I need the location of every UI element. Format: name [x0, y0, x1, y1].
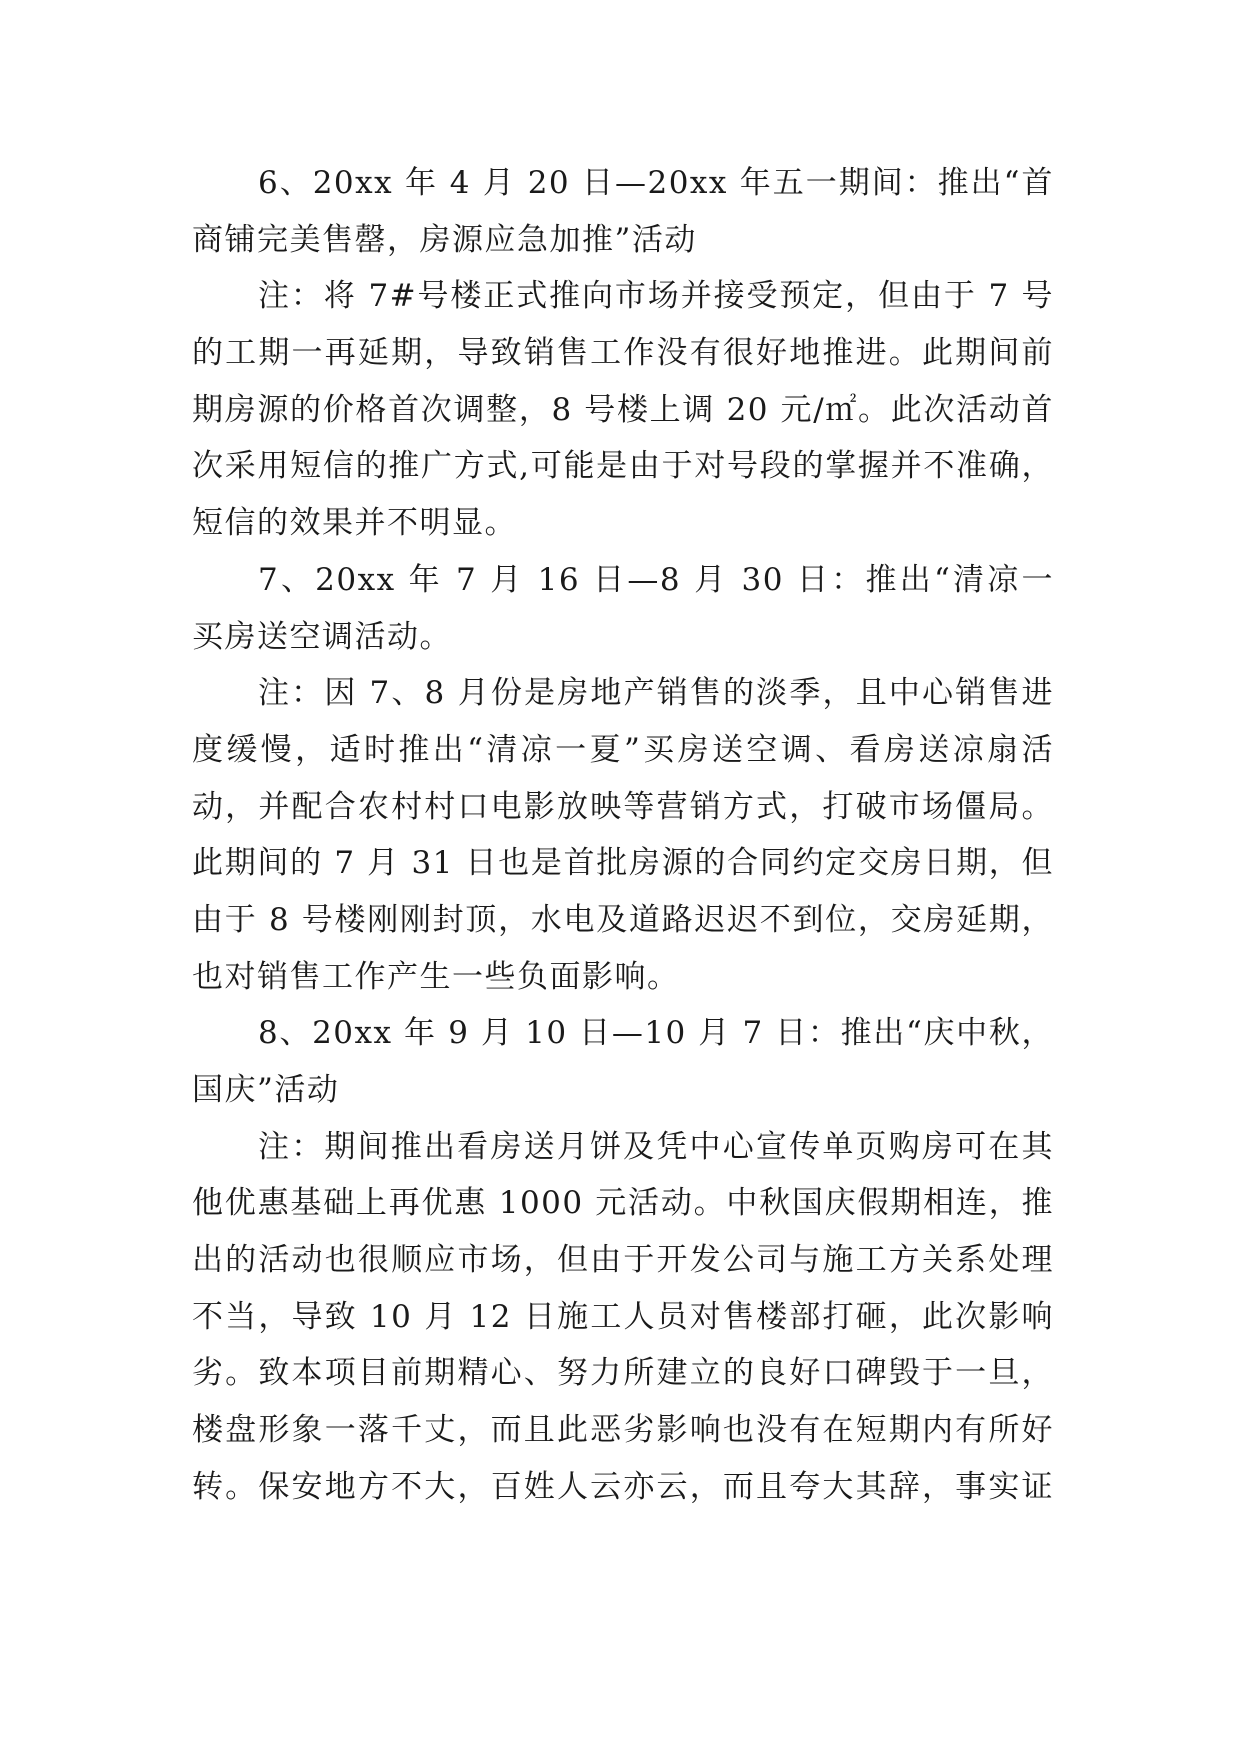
note-6-line-2: 的工期一再延期，导致销售工作没有很好地推进。此期间前 [192, 335, 1054, 372]
note-8-line-2: 他优惠基础上再优惠 1000 元活动。中秋国庆假期相连，推 [192, 1185, 1054, 1222]
note-7-line-2: 度缓慢，适时推出“清凉一夏”买房送空调、看房送凉扇活 [192, 731, 1054, 768]
note-7-line-6: 也对销售工作产生一些负面影响。 [192, 958, 680, 995]
note-8-line-1: 注：期间推出看房送月饼及凭中心宣传单页购房可在其 [258, 1128, 1054, 1165]
paragraph-8-heading-line-1: 8、20xx 年 9 月 10 日—10 月 7 日：推出“庆中秋， [258, 1015, 1054, 1052]
note-8-line-4: 不当，导致 10 月 12 日施工人员对售楼部打砸，此次影响 [192, 1298, 1054, 1335]
note-7-line-3: 动，并配合农村村口电影放映等营销方式，打破市场僵局。 [192, 788, 1054, 825]
note-6-line-4: 次采用短信的推广方式,可能是由于对号段的掌握并不准确， [192, 448, 1054, 485]
note-6-line-3: 期房源的价格首次调整，8 号楼上调 20 元/㎡。此次活动首 [192, 391, 1054, 428]
note-6-line-5: 短信的效果并不明显。 [192, 505, 517, 542]
paragraph-7-heading-line-2: 买房送空调活动。 [192, 618, 452, 655]
paragraph-6-heading-line-1: 6、20xx 年 4 月 20 日—20xx 年五一期间：推出“首 [258, 165, 1054, 201]
document-body [192, 155, 1054, 1516]
paragraph-8-heading-line-2: 国庆”活动 [192, 1072, 340, 1108]
note-7-line-4: 此期间的 7 月 31 日也是首批房源的合同约定交房日期，但 [192, 845, 1054, 882]
note-8-line-7: 转。保安地方不大，百姓人云亦云，而且夸大其辞，事实证 [192, 1468, 1054, 1505]
note-7-line-5: 由于 8 号楼刚刚封顶，水电及道路迟迟不到位，交房延期， [192, 901, 1054, 938]
note-8-line-5: 劣。致本项目前期精心、努力所建立的良好口碑毁于一旦， [192, 1355, 1054, 1392]
note-7-line-1: 注：因 7、8 月份是房地产销售的淡季，且中心销售进 [258, 675, 1054, 712]
note-8-line-3: 出的活动也很顺应市场，但由于开发公司与施工方关系处理 [192, 1242, 1054, 1279]
note-6-line-1: 注：将 7#号楼正式推向市场并接受预定，但由于 7 号 [258, 278, 1054, 315]
note-8-line-6: 楼盘形象一落千丈，而且此恶劣影响也没有在短期内有所好 [192, 1412, 1054, 1449]
paragraph-6-heading-line-2: 商铺完美售罄，房源应急加推”活动 [192, 221, 697, 258]
paragraph-7-heading-line-1: 7、20xx 年 7 月 16 日—8 月 30 日：推出“清凉一 [258, 561, 1054, 598]
